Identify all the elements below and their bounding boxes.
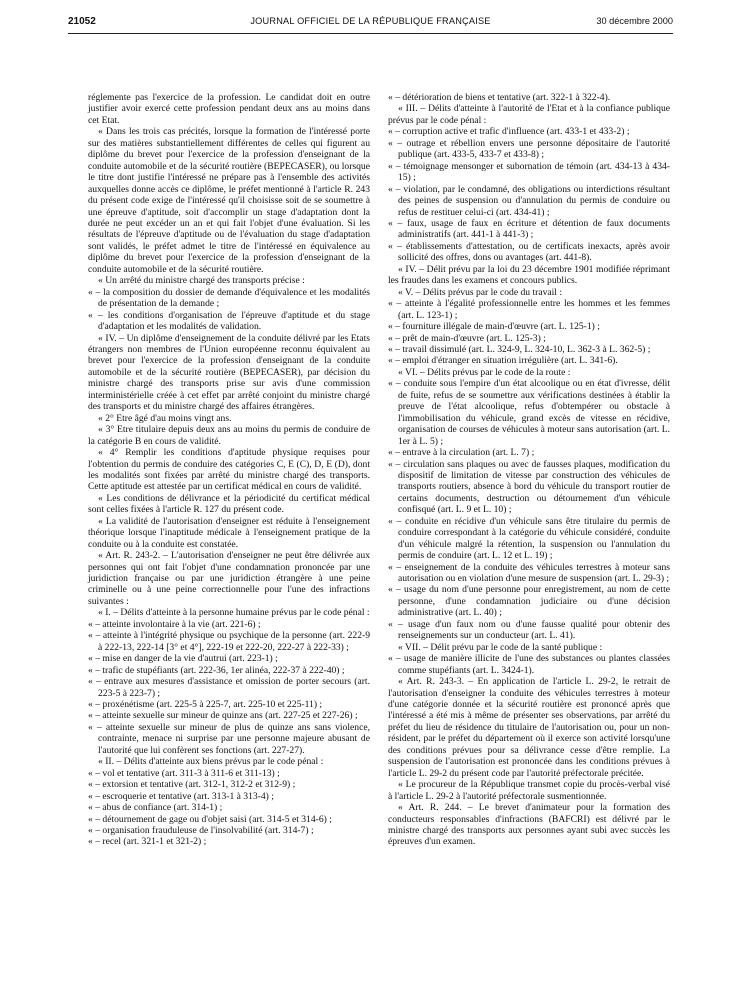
left-column-list-item: « – trafic de stupéfiants (art. 222-36, 1er alinéa, 222-37 à 222-40) ;: [88, 664, 345, 676]
right-column-paragraph: « Art. R. 244. – Le brevet d'animateur pour la formation des conducteurs responsables d'infractions (BAFCRI) est délivré par le ministre chargé des transports aux personnes ayant subi avec succès les épreuves d'un examen.: [388, 802, 670, 848]
page-header: [68, 16, 673, 32]
right-column-list-item: « – outrage et rébellion envers une personne dépositaire de l'autorité publique (art. 433-5, 433-7 et 433-8) ;: [388, 137, 670, 161]
right-column-list-item: « – usage d'un faux nom ou d'une fausse qualité pour obtenir des renseignements sur un conducteur (art. L. 41).: [388, 618, 670, 642]
left-column-paragraph: « Art. R. 243-2. – L'autorisation d'enseigner ne peut être délivrée aux personnes qui ont fait l'objet d'une condamnation prononcée par une juridiction française ou par une juridiction étrangère à une peine criminelle ou à une peine correctionnelle pour l'une des infractions suivantes :: [88, 550, 370, 607]
left-column-list-item: « – proxénétisme (art. 225-5 à 225-7, art. 225-10 et 225-11) ;: [88, 699, 323, 711]
right-column-paragraph: « VI. – Délits prévus par le code de la route :: [398, 366, 571, 378]
left-column-paragraph: « II. – Délits d'atteinte aux biens prévus par le code pénal :: [98, 756, 324, 768]
right-column-list-item: « – usage du nom d'une personne pour enregistrement, au nom de cette personne, d'une condamnation judiciaire ou d'une décision administrative (art. L. 40) ;: [388, 584, 670, 619]
left-column-paragraph: « 3° Etre titulaire depuis deux ans au moins du permis de conduire de la catégorie B en cours de validité.: [88, 424, 370, 447]
left-column-paragraph: « I. – Délits d'atteinte à la personne humaine prévus par le code pénal :: [98, 607, 370, 619]
left-column-paragraph: « Dans les trois cas précités, lorsque la formation de l'intéressé porte sur des matières substantiellement différentes de celles qui figurent au diplôme du brevet pour l'exercice de la profession d'enseignant de la conduite automobile et de la sécurité routière (BEPECASER), ou lorsque le titre dont justifie l'intéressé ne prépare pas à l'ensemble des activités auxquelles donne accès ce diplôme, le préfet mentionné à l'article R. 243 du présent code exige de l'intéressé qu'il choisisse soit de se soumettre à une épreuve d'aptitude, soit d'accomplir un stage d'adaptation dont la durée ne peut excéder un an et qui fait l'objet d'une évaluation. Si les résultats de l'épreuve d'aptitude ou de l'évaluation du stage d'adaptation sont validés, le préfet admet le titre de l'intéressé en équivalence au diplôme du brevet pour l'exercice de la profession d'enseignant de la conduite automobile et de la sécurité routière.: [88, 126, 370, 275]
left-column-list-item: « – détournement de gage ou d'objet saisi (art. 314-5 et 314-6) ;: [88, 813, 332, 825]
left-column-paragraph: « La validité de l'autorisation d'enseigner est réduite à l'enseignement théorique lorsque l'inaptitude médicale à l'enseignement pratique de la conduite ou à la conduite est constatée.: [88, 515, 370, 550]
left-column-list-item: « – extorsion et tentative (art. 312-1, 312-2 et 312-9) ;: [88, 779, 296, 791]
right-column-paragraph: « III. – Délits d'atteinte à l'autorité de l'Etat et à la confiance publique prévus par le code pénal :: [388, 103, 670, 126]
left-column-list-item: « – atteinte sexuelle sur mineur de plus de quinze ans sans violence, contrainte, menace ni surprise par une personne majeure abusant de l'autorité que lui confèrent ses fonctions (art. 227-27).: [88, 721, 370, 756]
right-column-paragraph: « VII. – Délit prévu par le code de la santé publique :: [398, 641, 603, 653]
right-column-list-item: « – témoignage mensonger et subornation de témoin (art. 434-13 à 434-15) ;: [388, 160, 670, 184]
left-column-list-item: « – la composition du dossier de demande d'équivalence et les modalités de présentation de la demande ;: [88, 286, 370, 310]
right-column-list-item: « – emploi d'étranger en situation irrégulière (art. L. 341-6).: [388, 355, 618, 367]
left-column-list-item: « – entrave aux mesures d'assistance et omission de porter secours (art. 223-5 à 223-7) ;: [88, 676, 370, 699]
left-column-list-item: « – atteinte involontaire à la vie (art. 221-6) ;: [88, 618, 261, 630]
left-column-paragraph: « 2° Etre âgé d'au moins vingt ans.: [98, 412, 232, 424]
right-column-paragraph: « Art. R. 243-3. – En application de l'article L. 29-2, le retrait de l'autorisation d'enseigner la conduite des véhicules terrestres à moteur d'une catégorie donnée et la sécurité routière est prononcé après que l'intéressé a été mis à même de présenter ses observations, par arrêté du préfet du lieu de résidence du titulaire de l'autorisation ou, pour un non-résident, par le préfet du département où il exerce son activité lorsqu'une des conditions prévues pour sa délivrance cesse d'être remplie. La suspension de l'autorisation est prononcée dans les conditions prévues à l'article L. 29-2 du présent code par l'autorité préfectorale précitée.: [388, 676, 670, 779]
page-number: 21052: [68, 16, 96, 27]
left-column-list-item: « – recel (art. 321-1 et 321-2) ;: [88, 836, 207, 848]
left-column-list-item: « – vol et tentative (art. 311-3 à 311-6 et 311-13) ;: [88, 767, 280, 779]
right-column-list-item: « – circulation sans plaques ou avec de fausses plaques, modification du dispositif de limitation de vitesse par construction des véhicules de transports routiers, absence à bord du véhicule du transport routier de certains documents, destruction ou détournement d'un véhicule confisqué (art. L. 9 et L. 10) ;: [388, 458, 670, 516]
journal-title: JOURNAL OFFICIEL DE LA RÉPUBLIQUE FRANÇAISE: [250, 16, 491, 26]
left-column-paragraph: réglemente pas l'exercice de la profession. Le candidat doit en outre justifier avoir exercé cette profession pendant deux ans au moins dans cet Etat.: [88, 92, 370, 126]
left-column-list-item: « – abus de confiance (art. 314-1) ;: [88, 802, 223, 814]
right-column-paragraph: « V. – Délits prévus par le code du travail :: [398, 286, 563, 298]
right-column-list-item: « – établissements d'attestation, ou de certificats inexacts, après avoir sollicité des offres, dons ou avantages (art. 441-8).: [388, 240, 670, 264]
left-column-list-item: « – escroquerie et tentative (art. 313-1 à 313-4) ;: [88, 790, 274, 802]
right-column-paragraph: « Le procureur de la République transmet copie du procès-verbal visé à l'article L. 29-2 à l'autorité préfectorale susmentionnée.: [388, 779, 670, 802]
right-column-list-item: « – violation, par le condamné, des obligations ou interdictions résultant des peines de suspension ou d'annulation du permis de conduire ou refus de restituer celui-ci (art. 434-41) ;: [388, 183, 670, 218]
right-column-list-item: « – faux, usage de faux en écriture et détention de faux documents administratifs (art. 441-1 à 441-3) ;: [388, 217, 670, 241]
left-column-list-item: « – mise en danger de la vie d'autrui (art. 223-1) ;: [88, 653, 278, 665]
right-column-list-item: « – conduite sous l'empire d'un état alcoolique ou en état d'ivresse, délit de fuite, refus de se soumettre aux vérifications destinées à établir la preuve de l'état alcoolique, refus d'obtempérer ou obstacle à l'immobilisation du véhicule, grand excès de vitesse en récidive, organisation de courses de véhicules à moteur sans autorisation (art. L. 1er à L. 5) ;: [388, 378, 670, 447]
left-column-paragraph: « Un arrêté du ministre chargé des transports précise :: [98, 275, 305, 287]
left-column-list-item: « – atteinte sexuelle sur mineur de quinze ans (art. 227-25 et 227-26) ;: [88, 710, 358, 722]
right-column: [388, 92, 670, 848]
left-column: [88, 92, 370, 848]
left-column-paragraph: « Les conditions de délivrance et la périodicité du certificat médical sont celles fixées à l'article R. 127 du présent code.: [88, 492, 370, 516]
right-column-list-item: « – enseignement de la conduite des véhicules terrestres à moteur sans autorisation ou en violation d'une mesure de suspension (art. L. 29-3) ;: [388, 561, 670, 585]
right-column-list-item: « – conduite en récidive d'un véhicule sans être titulaire du permis de conduire correspondant à la catégorie du véhicule considéré, conduite d'un véhicule malgré la rétention, la suspension ou l'annulation du permis de conduire (art. L. 12 et L. 19) ;: [388, 515, 670, 562]
left-column-paragraph: « 4° Remplir les conditions d'aptitude physique requises pour l'obtention du permis de conduire des catégories C, E (C), D, E (D), dont les modalités sont fixées par arrêté du ministre chargé des transports. Cette aptitude est attestée par un certificat médical en cours de validité.: [88, 447, 370, 493]
right-column-list-item: « – prêt de main-d'œuvre (art. L. 125-3) ;: [388, 332, 546, 344]
left-column-list-item: « – organisation frauduleuse de l'insolvabilité (art. 314-7) ;: [88, 825, 314, 836]
right-column-paragraph: « IV. – Délit prévu par la loi du 23 décembre 1901 modifiée réprimant les fraudes dans les examens et concours publics.: [388, 263, 670, 287]
left-column-list-item: « – atteinte à l'intégrité physique ou psychique de la personne (art. 222-9 à 222-13, 222-14 [3° et 4°], 222-19 et 222-20, 222-27 à 222-33) ;: [88, 630, 370, 653]
left-column-list-item: « – les conditions d'organisation de l'épreuve d'aptitude et du stage d'adaptation et les modalités de validation.: [88, 309, 370, 333]
left-column-paragraph: « IV. – Un diplôme d'enseignement de la conduite délivré par les Etats étrangers non membres de l'Union européenne reconnu équivalent au brevet pour l'exercice de la profession d'enseignant de la conduite automobile et de la sécurité routière (BEPECASER), par décision du ministre chargé des transports prise sur avis d'une commission interministérielle créée à cet effet par arrêté conjoint du ministre chargé des transports et du ministre chargé des affaires étrangères.: [88, 332, 370, 413]
right-column-list-item: « – entrave à la circulation (art. L. 7) ;: [388, 447, 535, 459]
right-column-list-item: « – corruption active et trafic d'influence (art. 433-1 et 433-2) ;: [388, 126, 630, 138]
issue-date: 30 décembre 2000: [596, 16, 673, 26]
right-column-list-item: « – atteinte à l'égalité professionnelle entre les hommes et les femmes (art. L. 123-1) ;: [388, 298, 670, 321]
header-rule: [68, 33, 673, 34]
right-column-list-item: « – fourniture illégale de main-d'œuvre (art. L. 125-1) ;: [388, 321, 600, 333]
right-column-list-item: « – détérioration de biens et tentative (art. 322-1 à 322-4).: [388, 92, 611, 103]
right-column-list-item: « – usage de manière illicite de l'une des substances ou plantes classées comme stupéfiants (art. L. 3424-1).: [388, 653, 670, 676]
right-column-list-item: « – travail dissimulé (art. L. 324-9, L. 324-10, L. 362-3 à L. 362-5) ;: [388, 343, 651, 355]
